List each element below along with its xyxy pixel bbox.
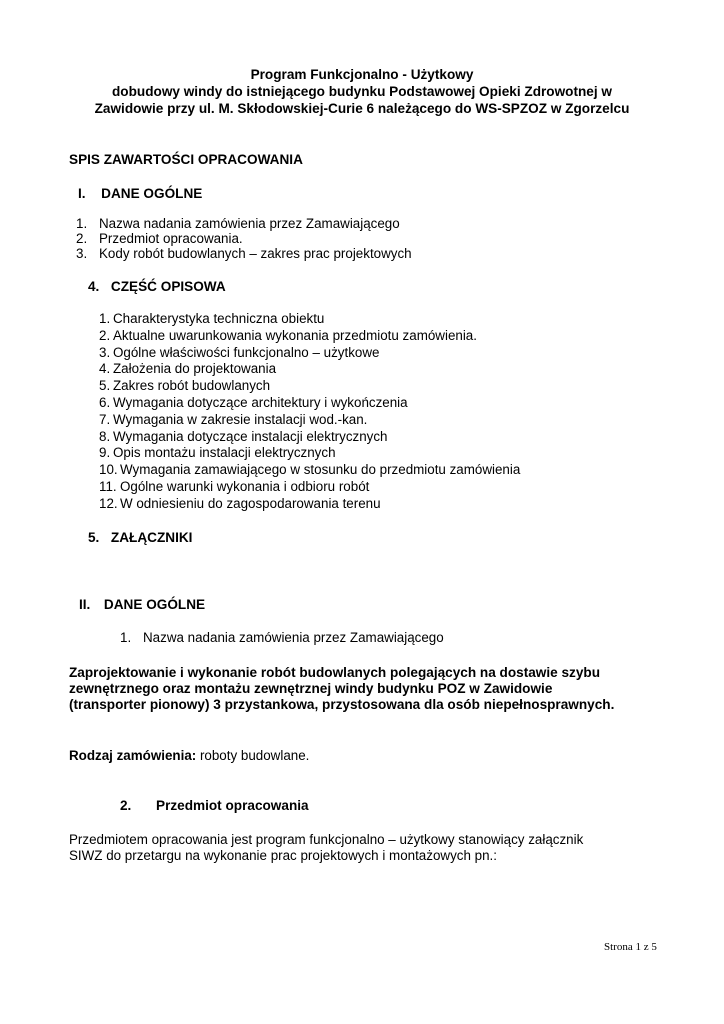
toc-item-number: 5. — [99, 378, 111, 394]
document-title-line-2: dobudowy windy do istniejącego budynku Podstawowej Opieki Zdrowotnej w — [112, 84, 612, 99]
bold-paragraph-line-3: (transporter pionowy) 3 przystankowa, przystosowana dla osób niepełnosprawnych. — [69, 697, 615, 712]
toc-item — [99, 479, 369, 495]
toc-item-number: 11. — [99, 479, 117, 494]
toc-item-text: Zakres robót budowlanych — [113, 378, 271, 394]
toc-item-text: Przedmiot opracowania. — [99, 231, 243, 246]
toc-item-text: Nazwa nadania zamówienia przez Zamawiającego — [99, 216, 400, 231]
toc-item — [99, 328, 477, 344]
document-title-line-3: Zawidowie przy ul. M. Skłodowskiej-Curie 6 należącego do WS-SPZOZ w Zgorzelcu — [94, 101, 630, 116]
toc-item-text: Wymagania zamawiającego w stosunku do przedmiotu zamówienia — [120, 462, 521, 478]
paragraph-line-1: Przedmiotem opracowania jest program funkcjonalno – użytkowy stanowiący załącznik — [69, 832, 584, 847]
section-4-heading — [88, 279, 226, 294]
toc-item-text: Wymagania w zakresie instalacji wod.-kan. — [113, 411, 368, 427]
section-4-number: 4. — [88, 279, 100, 294]
toc-item — [99, 378, 270, 394]
toc-item — [99, 429, 388, 445]
toc-item-text: Wymagania dotyczące instalacji elektrycznych — [113, 428, 388, 444]
section-2-number: II. — [79, 597, 91, 612]
section-1-number: I. — [78, 186, 86, 201]
subsection-2 — [120, 798, 309, 813]
toc-item-number: 1. — [99, 311, 111, 326]
section-1-heading — [78, 186, 202, 201]
toc-item-number: 7. — [99, 411, 111, 427]
document-title-line-1: Program Funkcjonalno - Użytkowy — [250, 67, 474, 82]
toc-item-text: Aktualne uwarunkowania wykonania przedmiotu zamówienia. — [113, 327, 477, 343]
toc-item — [99, 361, 276, 377]
toc-item — [99, 496, 381, 512]
toc-item-number: 3. — [99, 344, 111, 360]
section-4-label: CZĘŚĆ OPISOWA — [110, 279, 226, 294]
toc-item-number: 4. — [99, 361, 111, 377]
subsection-2-number: 2. — [120, 798, 132, 813]
toc-item-text: W odniesieniu do zagospodarowania terenu — [120, 495, 381, 511]
toc-item-number: 6. — [99, 395, 111, 410]
toc-heading: SPIS ZAWARTOŚCI OPRACOWANIA — [69, 152, 303, 167]
toc-item — [76, 246, 412, 262]
section-5-number: 5. — [88, 530, 100, 545]
subsection-1 — [120, 630, 444, 646]
bold-paragraph-line-1: Zaprojektowanie i wykonanie robót budowlanych polegających na dostawie szybu — [69, 665, 601, 680]
toc-item — [99, 445, 336, 461]
page-number: Strona 1 z 5 — [604, 941, 657, 953]
toc-item — [99, 345, 379, 361]
toc-item-number: 3. — [76, 246, 88, 261]
order-type-value: roboty budowlane. — [196, 748, 310, 763]
toc-item-text: Ogólne warunki wykonania i odbioru robót — [120, 479, 370, 494]
section-5-label: ZAŁĄCZNIKI — [110, 530, 193, 545]
order-type-label: Rodzaj zamówienia: — [69, 748, 197, 763]
toc-item — [76, 231, 243, 247]
toc-item-text: Ogólne właściwości funkcjonalno – użytkowe — [113, 344, 380, 360]
toc-item-number: 2. — [99, 327, 111, 343]
toc-item-text: Założenia do projektowania — [113, 361, 277, 377]
toc-item — [99, 462, 520, 478]
toc-item-number: 12. — [99, 495, 118, 511]
toc-item — [99, 412, 367, 428]
toc-item-text: Wymagania dotyczące architektury i wykończenia — [113, 395, 408, 410]
subsection-1-number: 1. — [120, 630, 132, 645]
bold-paragraph-line-2: zewnętrznego oraz montażu zewnętrznej windy budynku POZ w Zawidowie — [69, 681, 553, 696]
toc-item — [99, 311, 324, 327]
toc-item-text: Opis montażu instalacji elektrycznych — [113, 445, 336, 461]
toc-item-text: Charakterystyka techniczna obiektu — [113, 311, 325, 326]
paragraph-line-2: SIWZ do przetargu na wykonanie prac projektowych i montażowych pn.: — [69, 848, 497, 863]
section-2-label: DANE OGÓLNE — [103, 597, 206, 612]
toc-item — [99, 395, 408, 411]
section-1-label: DANE OGÓLNE — [101, 186, 203, 201]
toc-item — [76, 216, 400, 232]
subsection-2-title: Przedmiot opracowania — [156, 798, 309, 813]
toc-item-number: 2. — [76, 231, 88, 246]
toc-item-number: 10. — [99, 462, 118, 478]
section-2-heading — [79, 597, 205, 612]
toc-item-text: Kody robót budowlanych – zakres prac projektowych — [99, 246, 412, 261]
toc-item-number: 1. — [76, 216, 88, 231]
toc-item-number: 8. — [99, 428, 111, 444]
subsection-1-title: Nazwa nadania zamówienia przez Zamawiającego — [143, 630, 444, 645]
toc-item-number: 9. — [99, 445, 111, 461]
order-type-line — [69, 748, 309, 763]
section-5-heading — [88, 530, 192, 545]
